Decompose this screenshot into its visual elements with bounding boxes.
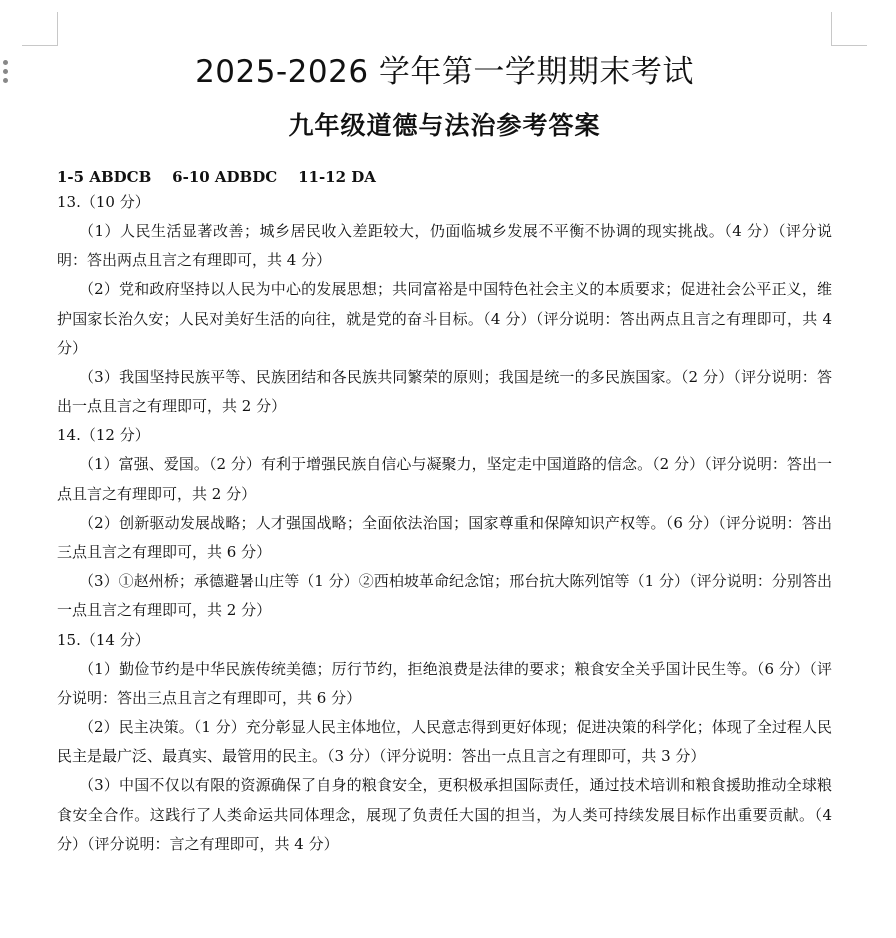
answer-part: （1）人民生活显著改善；城乡居民收入差距较大，仍面临城乡发展不平衡不协调的现实挑战。（4 分）（评分说明：答出两点且言之有理即可，共 4 分） — [57, 222, 832, 270]
question-header: 13.（10 分） — [57, 193, 150, 211]
page-subtitle: 九年级道德与法治参考答案 — [288, 111, 601, 140]
answer-part: （2）创新驱动发展战略；人才强国战略；全面依法治国；国家尊重和保障知识产权等。（6 分）（评分说明：答出三点且言之有理即可，共 6 分） — [57, 513, 832, 562]
answer-part: （1）富强、爱国。（2 分）有利于增强民族自信心与凝聚力，坚定走中国道路的信念。（2 分）（评分说明：答出一点且言之有理即可，共 2 分） — [57, 455, 832, 503]
answer-part: （3）我国坚持民族平等、民族团结和各民族共同繁荣的原则；我国是统一的多民族国家。（2 分）（评分说明：答出一点且言之有理即可，共 2 分） — [57, 368, 832, 416]
page-title: 2025-2026 学年第一学期期末考试 — [195, 54, 694, 90]
crop-mark-left-horizontal — [22, 45, 58, 46]
question-14 — [57, 421, 832, 625]
drag-handle-icon[interactable] — [3, 60, 9, 87]
multiple-choice-answers: 1-5 ABDCB 6-10 ADBDC 11-12 DA — [57, 168, 376, 186]
document-page — [57, 50, 832, 859]
answer-part: （1）勤俭节约是中华民族传统美德；厉行节约，拒绝浪费是法律的要求；粮食安全关乎国计民生等。（6 分）（评分说明：答出三点且言之有理即可，共 6 分） — [57, 659, 832, 707]
crop-mark-left-vertical — [57, 12, 58, 46]
question-15 — [57, 626, 832, 859]
answer-part: （3）中国不仅以有限的资源确保了自身的粮食安全，更积极承担国际责任，通过技术培训和粮食援助推动全球粮食安全合作。这践行了人类命运共同体理念，展现了负责任大国的担当，为人类可持续发展目标作出重要贡献。（4 分）（评分说明：言之有理即可，共 4 分） — [57, 776, 832, 853]
answer-part: （3）①赵州桥；承德避暑山庄等（1 分）②西柏坡革命纪念馆；邢台抗大陈列馆等（1 分）（评分说明：分别答出一点且言之有理即可，共 2 分） — [57, 572, 832, 620]
answer-part: （2）民主决策。（1 分）充分彰显人民主体地位，人民意志得到更好体现；促进决策的科学化；体现了全过程人民民主是最广泛、最真实、最管用的民主。（3 分）（评分说明：答出一点且言之有理即可，共 3 分） — [57, 718, 832, 766]
crop-mark-right-horizontal — [831, 45, 867, 46]
question-13 — [57, 188, 832, 421]
answer-part: （2）党和政府坚持以人民为中心的发展思想；共同富裕是中国特色社会主义的本质要求；促进社会公平正义，维护国家长治久安；人民对美好生活的向往，就是党的奋斗目标。（4 分）（评分说明：答出两点且言之有理即可，共 4 分） — [57, 280, 832, 357]
crop-mark-right-vertical — [831, 12, 832, 46]
question-header: 14.（12 分） — [57, 426, 150, 445]
question-header: 15.（14 分） — [57, 630, 150, 649]
